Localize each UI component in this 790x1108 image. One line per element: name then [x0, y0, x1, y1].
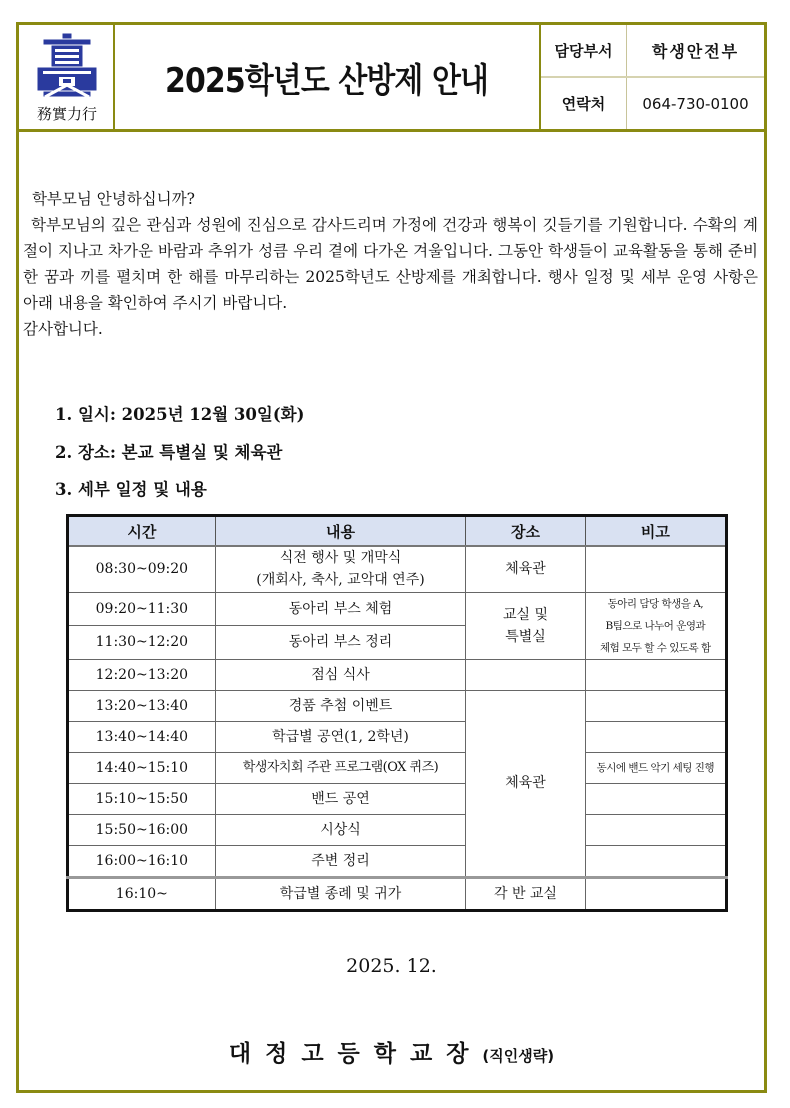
note-cell [585, 814, 726, 845]
note-cell [585, 690, 726, 721]
table-row [68, 814, 727, 845]
content-cell: 동아리 부스 체험 [215, 592, 466, 626]
note-line: B팀으로 나누어 운영과 [605, 619, 706, 632]
title-cell [115, 25, 539, 129]
signer-name: 대정고등학교장 [228, 1041, 483, 1067]
page-title: 2025학년도 산방제 안내 [165, 60, 489, 101]
note-cell [585, 659, 726, 690]
place-cell [466, 659, 585, 690]
content-cell: 학생자치회 주관 프로그램(OX 퀴즈) [215, 752, 466, 783]
letter-closing: 감사합니다. [23, 320, 103, 338]
table-header-row [68, 516, 727, 547]
time-cell: 08:30~09:20 [68, 546, 216, 592]
schedule-table [66, 514, 728, 912]
content-line: 식전 행사 및 개막식 [279, 550, 402, 567]
section-place: 2. 장소: 본교 특별실 및 체육관 [55, 443, 283, 462]
contact-value: 064-730-0100 [642, 94, 749, 113]
content-cell [215, 546, 466, 592]
column-header-place: 장소 [466, 516, 585, 547]
contact-label: 연락처 [541, 78, 627, 129]
time-cell: 14:40~15:10 [68, 752, 216, 783]
time-cell: 09:20~11:30 [68, 592, 216, 626]
time-cell: 13:20~13:40 [68, 690, 216, 721]
table-row [68, 690, 727, 721]
content-cell: 학급별 공연(1, 2학년) [215, 721, 466, 752]
content-cell: 동아리 부스 정리 [215, 626, 466, 660]
place-cell: 체육관 [466, 546, 585, 592]
place-cell [466, 592, 585, 659]
place-cell: 각 반 교실 [466, 877, 585, 910]
content-cell: 점심 식사 [215, 659, 466, 690]
column-header-note: 비고 [585, 516, 726, 547]
note-cell [585, 721, 726, 752]
document-frame [16, 22, 767, 1093]
greeting-text: 학부모님 안녕하십니까? [31, 190, 195, 208]
department-row [541, 25, 764, 78]
letter-paragraph: 학부모님의 깊은 관심과 성원에 진심으로 감사드리며 가정에 건강과 행복이 깃들기를 기원합니다. 수확의 계절이 지나고 차가운 바람과 추위가 성큼 우리 곁에 다가온 겨울입니다. 그동안 학생들이 교육활동을 통해 준비한 꿈과 끼를 펼치며 한 해를 마무리하는 2025학년도 산방제를 개최합니다. 행사 일정 및 세부 운영 사항은 아래 내용을 확인하여 주시기 바랍니다. [23, 216, 758, 312]
table-row [68, 877, 727, 910]
time-cell: 15:50~16:00 [68, 814, 216, 845]
department-value: 학생안전부 [651, 42, 740, 61]
table-row [68, 752, 727, 783]
note-cell [585, 877, 726, 910]
school-motto: 務實力行 [36, 105, 97, 123]
table-row [68, 783, 727, 814]
seal-note: (직인생략) [482, 1047, 555, 1065]
note-cell [585, 546, 726, 592]
greeting [27, 186, 757, 212]
table-row [68, 592, 727, 626]
time-cell: 16:00~16:10 [68, 845, 216, 877]
letter-body [23, 212, 758, 342]
table-row [68, 721, 727, 752]
column-header-time: 시간 [68, 516, 216, 547]
table-row [68, 659, 727, 690]
time-cell: 13:40~14:40 [68, 721, 216, 752]
content-cell: 경품 추첨 이벤트 [215, 690, 466, 721]
note-cell [585, 592, 726, 659]
content-cell: 시상식 [215, 814, 466, 845]
table-row [68, 845, 727, 877]
document-header [19, 25, 764, 132]
column-header-content: 내용 [215, 516, 466, 547]
note-line: 체험 모두 할 수 있도록 함 [600, 641, 711, 654]
note-cell: 동시에 밴드 악기 세팅 진행 [585, 752, 726, 783]
department-label: 담당부서 [541, 25, 627, 76]
time-cell: 12:20~13:20 [68, 659, 216, 690]
signer [19, 1035, 764, 1068]
school-logo [19, 25, 115, 129]
section-date: 1. 일시: 2025년 12월 30일(화) [55, 405, 305, 424]
school-emblem-go-icon [37, 33, 97, 99]
section-schedule: 3. 세부 일정 및 내용 [55, 480, 207, 499]
table-row [68, 546, 727, 592]
content-cell: 밴드 공연 [215, 783, 466, 814]
content-cell: 학급별 종례 및 귀가 [215, 877, 466, 910]
time-cell: 15:10~15:50 [68, 783, 216, 814]
document-date: 2025. 12. [346, 955, 437, 977]
contact-info-table [539, 25, 764, 129]
note-line: 동아리 담당 학생을 A, [607, 597, 704, 610]
contact-row [541, 78, 764, 129]
content-line: (개회사, 축사, 교악대 연주) [256, 572, 425, 589]
place-cell: 체육관 [466, 690, 585, 877]
note-cell [585, 783, 726, 814]
content-cell: 주변 정리 [215, 845, 466, 877]
time-cell: 16:10~ [68, 877, 216, 910]
place-line: 특별실 [505, 628, 546, 645]
time-cell: 11:30~12:20 [68, 626, 216, 660]
note-cell [585, 845, 726, 877]
place-line: 교실 및 [502, 606, 549, 623]
